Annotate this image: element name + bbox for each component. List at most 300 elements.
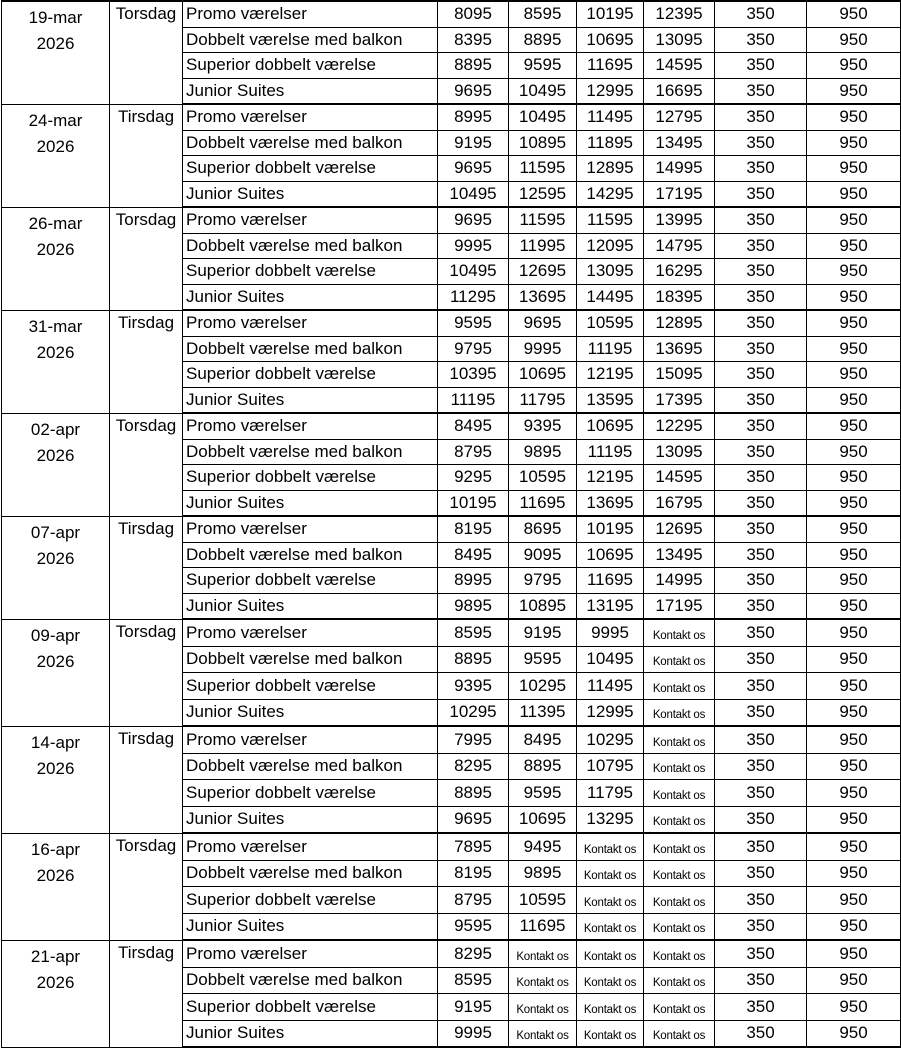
table-row <box>2 516 901 542</box>
fee-cell-950: 950 <box>807 284 901 310</box>
price-cell: 14295 <box>577 181 644 207</box>
fee-cell-350: 350 <box>715 207 807 233</box>
price-cell: 9295 <box>438 465 509 491</box>
price-cell: 10295 <box>438 699 509 726</box>
price-cell: 11895 <box>577 130 644 156</box>
price-cell: 10395 <box>438 362 509 388</box>
price-cell: 12595 <box>509 181 577 207</box>
price-cell: 10495 <box>509 104 577 130</box>
price-cell: 13095 <box>644 439 715 465</box>
departure-year: 2026 <box>36 445 75 465</box>
room-type: Dobbelt værelse med balkon <box>183 860 438 887</box>
departure-weekday: Tirsdag <box>110 940 183 1047</box>
room-type: Dobbelt værelse med balkon <box>183 967 438 994</box>
departure-year: 2026 <box>36 34 75 53</box>
departure-weekday: Torsdag <box>110 833 183 940</box>
room-type: Superior dobbelt værelse <box>183 673 438 700</box>
fee-cell-950: 950 <box>807 967 901 994</box>
room-type: Junior Suites <box>183 1020 438 1047</box>
fee-cell-350: 350 <box>715 753 807 780</box>
fee-cell-950: 950 <box>807 673 901 700</box>
departure-year: 2026 <box>36 651 75 671</box>
table-body <box>2 1 901 1047</box>
price-cell: Kontakt os <box>577 940 644 967</box>
price-cell: Kontakt os <box>509 940 577 967</box>
price-cell: 9095 <box>509 542 577 568</box>
room-type: Promo værelser <box>183 310 438 336</box>
fee-cell-350: 350 <box>715 568 807 594</box>
price-cell: 12895 <box>644 310 715 336</box>
fee-cell-350: 350 <box>715 78 807 104</box>
price-cell: 11795 <box>577 780 644 807</box>
price-cell: 17395 <box>644 387 715 413</box>
price-cell: Kontakt os <box>644 780 715 807</box>
price-cell: 8895 <box>438 646 509 673</box>
price-cell: 9195 <box>438 130 509 156</box>
table-row <box>2 726 901 753</box>
fee-cell-350: 350 <box>715 860 807 887</box>
price-cell: 12295 <box>644 413 715 439</box>
departure-weekday: Torsdag <box>110 1 183 104</box>
departure-date: 02-apr <box>30 419 81 439</box>
price-cell: 8295 <box>438 753 509 780</box>
table-row <box>2 940 901 967</box>
room-type: Promo værelser <box>183 104 438 130</box>
price-cell: 13495 <box>644 542 715 568</box>
table-row <box>2 833 901 860</box>
price-cell: 8495 <box>509 726 577 753</box>
price-cell: 18395 <box>644 284 715 310</box>
fee-cell-950: 950 <box>807 439 901 465</box>
fee-cell-350: 350 <box>715 646 807 673</box>
price-cell: 10695 <box>577 413 644 439</box>
fee-cell-950: 950 <box>807 913 901 940</box>
price-cell: 14795 <box>644 233 715 259</box>
room-type: Dobbelt værelse med balkon <box>183 233 438 259</box>
room-type: Dobbelt værelse med balkon <box>183 130 438 156</box>
departure-date-cell <box>2 833 110 940</box>
price-cell: 8895 <box>438 53 509 79</box>
fee-cell-950: 950 <box>807 753 901 780</box>
price-cell: 9895 <box>438 593 509 619</box>
fee-cell-350: 350 <box>715 181 807 207</box>
price-cell: Kontakt os <box>577 913 644 940</box>
departure-date: 31-mar <box>28 316 83 336</box>
departure-date-cell <box>2 619 110 726</box>
fee-cell-950: 950 <box>807 806 901 833</box>
price-cell: 8595 <box>438 619 509 646</box>
departure-weekday: Tirsdag <box>110 104 183 207</box>
price-cell: Kontakt os <box>644 833 715 860</box>
price-cell: 11195 <box>577 439 644 465</box>
price-cell: 13695 <box>577 490 644 516</box>
price-cell: 8495 <box>438 542 509 568</box>
price-cell: 12695 <box>644 516 715 542</box>
departure-weekday: Torsdag <box>110 413 183 516</box>
price-cell: 13595 <box>577 387 644 413</box>
departure-weekday: Tirsdag <box>110 726 183 833</box>
fee-cell-350: 350 <box>715 726 807 753</box>
departure-year: 2026 <box>36 548 75 568</box>
room-type: Promo værelser <box>183 619 438 646</box>
fee-cell-950: 950 <box>807 780 901 807</box>
fee-cell-350: 350 <box>715 156 807 182</box>
fee-cell-950: 950 <box>807 362 901 388</box>
departure-year: 2026 <box>36 758 75 778</box>
fee-cell-950: 950 <box>807 490 901 516</box>
departure-date-cell <box>2 516 110 619</box>
price-cell: 9495 <box>509 833 577 860</box>
price-cell: 9195 <box>509 619 577 646</box>
fee-cell-350: 350 <box>715 967 807 994</box>
price-cell: 11595 <box>577 207 644 233</box>
price-cell: 9895 <box>509 439 577 465</box>
fee-cell-350: 350 <box>715 130 807 156</box>
price-cell: 9595 <box>509 646 577 673</box>
price-cell: 10195 <box>577 516 644 542</box>
price-cell: 9795 <box>438 336 509 362</box>
fee-cell-350: 350 <box>715 1020 807 1047</box>
price-cell: 8195 <box>438 860 509 887</box>
price-cell: 8595 <box>509 1 577 27</box>
fee-cell-350: 350 <box>715 104 807 130</box>
price-cell: 13695 <box>509 284 577 310</box>
price-cell: 10495 <box>577 646 644 673</box>
price-cell: 14595 <box>644 465 715 491</box>
price-cell: 14495 <box>577 284 644 310</box>
fee-cell-350: 350 <box>715 336 807 362</box>
price-cell: 10695 <box>577 542 644 568</box>
table-row <box>2 413 901 439</box>
price-cell: Kontakt os <box>644 673 715 700</box>
price-cell: 11595 <box>509 156 577 182</box>
price-cell: 9695 <box>438 806 509 833</box>
fee-cell-950: 950 <box>807 27 901 53</box>
price-cell: Kontakt os <box>644 913 715 940</box>
price-cell: 10695 <box>509 806 577 833</box>
price-cell: 9695 <box>438 207 509 233</box>
price-cell: 9895 <box>509 860 577 887</box>
departure-year: 2026 <box>36 972 75 992</box>
departure-date: 14-apr <box>30 732 81 752</box>
fee-cell-350: 350 <box>715 413 807 439</box>
price-cell: 9695 <box>509 310 577 336</box>
departure-date-cell <box>2 726 110 833</box>
departure-date: 07-apr <box>30 522 81 542</box>
fee-cell-350: 350 <box>715 806 807 833</box>
price-cell: 14595 <box>644 53 715 79</box>
price-cell: 13695 <box>644 336 715 362</box>
price-cell: Kontakt os <box>644 967 715 994</box>
departure-weekday: Tirsdag <box>110 310 183 413</box>
room-type: Superior dobbelt værelse <box>183 465 438 491</box>
price-cell: 12795 <box>644 104 715 130</box>
departure-weekday: Torsdag <box>110 207 183 310</box>
price-cell: 9995 <box>438 233 509 259</box>
room-type: Junior Suites <box>183 699 438 726</box>
fee-cell-950: 950 <box>807 568 901 594</box>
departure-date: 21-apr <box>30 946 81 966</box>
price-cell: 8895 <box>509 27 577 53</box>
room-type: Junior Suites <box>183 490 438 516</box>
price-cell: 12895 <box>577 156 644 182</box>
price-cell: 12995 <box>577 78 644 104</box>
price-cell: 11195 <box>577 336 644 362</box>
room-type: Junior Suites <box>183 78 438 104</box>
fee-cell-350: 350 <box>715 362 807 388</box>
room-type: Superior dobbelt værelse <box>183 887 438 914</box>
fee-cell-950: 950 <box>807 887 901 914</box>
price-cell: 12695 <box>509 259 577 285</box>
departure-date-cell <box>2 104 110 207</box>
price-table <box>1 0 901 1048</box>
price-cell: 11695 <box>509 913 577 940</box>
price-cell: Kontakt os <box>644 994 715 1021</box>
fee-cell-950: 950 <box>807 130 901 156</box>
price-cell: 11695 <box>577 568 644 594</box>
fee-cell-350: 350 <box>715 887 807 914</box>
price-cell: 15095 <box>644 362 715 388</box>
price-cell: 11695 <box>577 53 644 79</box>
price-cell: 16295 <box>644 259 715 285</box>
room-type: Superior dobbelt værelse <box>183 362 438 388</box>
price-cell: 10295 <box>509 673 577 700</box>
fee-cell-350: 350 <box>715 780 807 807</box>
fee-cell-350: 350 <box>715 310 807 336</box>
price-cell: 10795 <box>577 753 644 780</box>
price-cell: 11795 <box>509 387 577 413</box>
departure-year: 2026 <box>36 342 75 362</box>
fee-cell-950: 950 <box>807 619 901 646</box>
price-cell: Kontakt os <box>644 1020 715 1047</box>
price-cell: 17195 <box>644 181 715 207</box>
price-cell: Kontakt os <box>644 940 715 967</box>
price-cell: 10495 <box>509 78 577 104</box>
price-cell: 9395 <box>438 673 509 700</box>
price-cell: Kontakt os <box>509 1020 577 1047</box>
departure-date: 26-mar <box>28 213 83 233</box>
price-cell: 11695 <box>509 490 577 516</box>
price-cell: 16695 <box>644 78 715 104</box>
price-cell: Kontakt os <box>577 833 644 860</box>
departure-date-cell <box>2 1 110 104</box>
fee-cell-350: 350 <box>715 233 807 259</box>
table-row <box>2 310 901 336</box>
departure-date: 24-mar <box>28 110 83 130</box>
price-cell: 11595 <box>509 207 577 233</box>
room-type: Dobbelt værelse med balkon <box>183 27 438 53</box>
price-cell: 9995 <box>509 336 577 362</box>
price-cell: Kontakt os <box>577 994 644 1021</box>
room-type: Promo værelser <box>183 940 438 967</box>
room-type: Promo værelser <box>183 516 438 542</box>
room-type: Superior dobbelt værelse <box>183 568 438 594</box>
fee-cell-350: 350 <box>715 284 807 310</box>
fee-cell-950: 950 <box>807 104 901 130</box>
fee-cell-950: 950 <box>807 542 901 568</box>
room-type: Dobbelt værelse med balkon <box>183 753 438 780</box>
price-cell: Kontakt os <box>577 860 644 887</box>
table-row <box>2 207 901 233</box>
price-cell: 10895 <box>509 130 577 156</box>
price-cell: 12995 <box>577 699 644 726</box>
price-cell: 10295 <box>577 726 644 753</box>
price-cell: 16795 <box>644 490 715 516</box>
fee-cell-350: 350 <box>715 387 807 413</box>
fee-cell-950: 950 <box>807 1 901 27</box>
fee-cell-950: 950 <box>807 413 901 439</box>
fee-cell-950: 950 <box>807 516 901 542</box>
fee-cell-950: 950 <box>807 207 901 233</box>
fee-cell-950: 950 <box>807 994 901 1021</box>
price-cell: 11495 <box>577 673 644 700</box>
price-cell: 11395 <box>509 699 577 726</box>
fee-cell-950: 950 <box>807 156 901 182</box>
price-cell: 13995 <box>644 207 715 233</box>
price-cell: 14995 <box>644 156 715 182</box>
fee-cell-350: 350 <box>715 940 807 967</box>
price-cell: 10695 <box>577 27 644 53</box>
fee-cell-350: 350 <box>715 490 807 516</box>
price-cell: 8195 <box>438 516 509 542</box>
room-type: Junior Suites <box>183 284 438 310</box>
price-cell: 11295 <box>438 284 509 310</box>
room-type: Dobbelt værelse med balkon <box>183 439 438 465</box>
fee-cell-350: 350 <box>715 439 807 465</box>
price-cell: 13195 <box>577 593 644 619</box>
price-cell: 7995 <box>438 726 509 753</box>
departure-date: 19-mar <box>28 8 83 27</box>
price-cell: Kontakt os <box>644 753 715 780</box>
price-cell: 8695 <box>509 516 577 542</box>
departure-date-cell <box>2 207 110 310</box>
price-cell: Kontakt os <box>577 887 644 914</box>
fee-cell-950: 950 <box>807 593 901 619</box>
price-cell: Kontakt os <box>644 646 715 673</box>
fee-cell-350: 350 <box>715 913 807 940</box>
price-cell: 8995 <box>438 568 509 594</box>
fee-cell-350: 350 <box>715 833 807 860</box>
price-cell: 8995 <box>438 104 509 130</box>
price-cell: 10495 <box>438 259 509 285</box>
price-cell: Kontakt os <box>644 619 715 646</box>
price-cell: Kontakt os <box>644 860 715 887</box>
room-type: Promo værelser <box>183 1 438 27</box>
price-cell: 11995 <box>509 233 577 259</box>
departure-date: 09-apr <box>30 625 81 645</box>
room-type: Junior Suites <box>183 387 438 413</box>
price-cell: 8395 <box>438 27 509 53</box>
fee-cell-350: 350 <box>715 619 807 646</box>
price-cell: 14995 <box>644 568 715 594</box>
room-type: Promo værelser <box>183 833 438 860</box>
price-cell: 10495 <box>438 181 509 207</box>
room-type: Promo værelser <box>183 413 438 439</box>
fee-cell-950: 950 <box>807 181 901 207</box>
fee-cell-950: 950 <box>807 699 901 726</box>
fee-cell-350: 350 <box>715 593 807 619</box>
table-row <box>2 1 901 27</box>
room-type: Superior dobbelt værelse <box>183 994 438 1021</box>
fee-cell-350: 350 <box>715 699 807 726</box>
departure-weekday: Torsdag <box>110 619 183 726</box>
room-type: Junior Suites <box>183 913 438 940</box>
price-cell: 8895 <box>509 753 577 780</box>
price-cell: 8595 <box>438 967 509 994</box>
price-cell: 8795 <box>438 439 509 465</box>
room-type: Superior dobbelt værelse <box>183 780 438 807</box>
departure-weekday: Tirsdag <box>110 516 183 619</box>
fee-cell-350: 350 <box>715 465 807 491</box>
room-type: Junior Suites <box>183 806 438 833</box>
price-cell: 9995 <box>438 1020 509 1047</box>
price-cell: 12395 <box>644 1 715 27</box>
room-type: Junior Suites <box>183 593 438 619</box>
price-cell: 10595 <box>509 887 577 914</box>
price-cell: 9595 <box>509 53 577 79</box>
price-cell: Kontakt os <box>509 994 577 1021</box>
price-cell: 9795 <box>509 568 577 594</box>
fee-cell-350: 350 <box>715 673 807 700</box>
price-cell: Kontakt os <box>577 967 644 994</box>
room-type: Superior dobbelt værelse <box>183 53 438 79</box>
fee-cell-950: 950 <box>807 465 901 491</box>
fee-cell-950: 950 <box>807 833 901 860</box>
price-cell: Kontakt os <box>509 967 577 994</box>
price-cell: 11495 <box>577 104 644 130</box>
fee-cell-950: 950 <box>807 860 901 887</box>
table-row <box>2 619 901 646</box>
price-cell: 9995 <box>577 619 644 646</box>
fee-cell-350: 350 <box>715 516 807 542</box>
price-cell: Kontakt os <box>644 806 715 833</box>
room-type: Superior dobbelt værelse <box>183 156 438 182</box>
price-cell: 10695 <box>509 362 577 388</box>
fee-cell-950: 950 <box>807 259 901 285</box>
price-cell: 10595 <box>577 310 644 336</box>
fee-cell-350: 350 <box>715 994 807 1021</box>
price-cell: 8795 <box>438 887 509 914</box>
fee-cell-950: 950 <box>807 1020 901 1047</box>
price-cell: 9595 <box>509 780 577 807</box>
price-cell: 10595 <box>509 465 577 491</box>
departure-date-cell <box>2 310 110 413</box>
fee-cell-950: 950 <box>807 78 901 104</box>
fee-cell-950: 950 <box>807 646 901 673</box>
fee-cell-950: 950 <box>807 726 901 753</box>
price-cell: Kontakt os <box>644 726 715 753</box>
fee-cell-350: 350 <box>715 27 807 53</box>
fee-cell-950: 950 <box>807 310 901 336</box>
fee-cell-350: 350 <box>715 1 807 27</box>
room-type: Dobbelt værelse med balkon <box>183 542 438 568</box>
price-cell: 13295 <box>577 806 644 833</box>
fee-cell-350: 350 <box>715 259 807 285</box>
price-cell: 13095 <box>644 27 715 53</box>
price-cell: 12195 <box>577 362 644 388</box>
departure-date-cell <box>2 940 110 1047</box>
fee-cell-950: 950 <box>807 336 901 362</box>
price-cell: 10895 <box>509 593 577 619</box>
table-row <box>2 104 901 130</box>
departure-year: 2026 <box>36 865 75 885</box>
price-cell: 8295 <box>438 940 509 967</box>
fee-cell-950: 950 <box>807 940 901 967</box>
price-cell: Kontakt os <box>644 699 715 726</box>
price-cell: 12095 <box>577 233 644 259</box>
price-cell: 9195 <box>438 994 509 1021</box>
price-cell: 11195 <box>438 387 509 413</box>
